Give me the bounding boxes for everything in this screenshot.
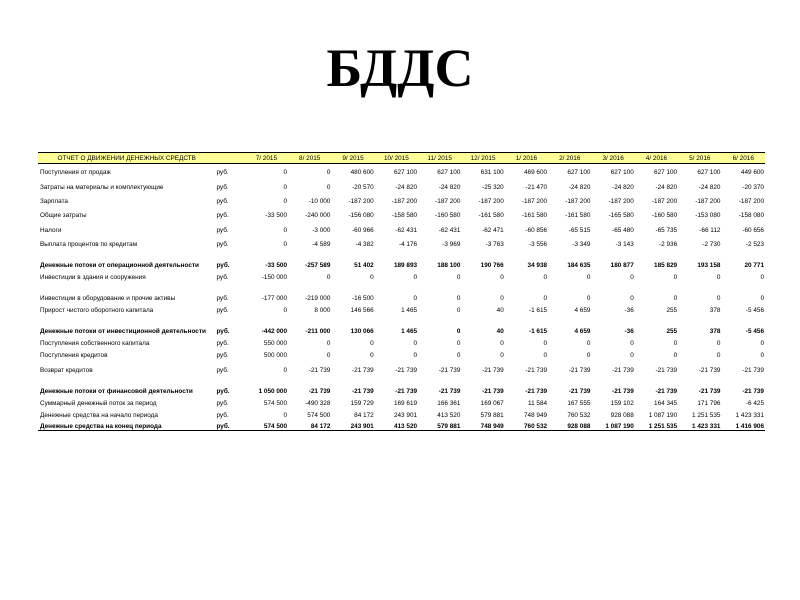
value-cell: 171 796 [697, 399, 721, 407]
value-cell: -60 856 [525, 226, 548, 234]
table-body [38, 164, 765, 431]
table-row [38, 269, 765, 281]
unit-cell: руб. [216, 339, 229, 347]
value-cell: -21 739 [698, 387, 721, 395]
row-label: Денежные средства на конец периода [38, 419, 215, 431]
row-label: Инвестиции в оборудование и прочие активы [40, 294, 176, 302]
value-cell: 0 [630, 351, 634, 359]
value-cell: -3 763 [485, 240, 504, 248]
row-label: Денежные потоки от операционной деятельности [40, 261, 199, 269]
row-label: Налоги [40, 226, 62, 234]
value-cell: -161 580 [478, 211, 504, 219]
value-cell: -21 739 [612, 387, 634, 395]
value-cell: 0 [543, 339, 548, 347]
value-cell: -62 431 [395, 226, 418, 234]
value-cell: -150 000 [261, 273, 288, 281]
value-cell: -187 200 [565, 197, 591, 205]
table-row [38, 234, 765, 248]
value-cell: 0 [586, 294, 591, 302]
value-cell: 167 555 [567, 399, 591, 407]
value-cell: -21 739 [352, 366, 374, 374]
value-cell: -187 200 [435, 197, 461, 205]
value-cell: 0 [500, 339, 504, 347]
table-row [38, 395, 765, 407]
table-row [38, 407, 765, 419]
value-cell: 193 158 [697, 261, 721, 269]
value-cell: -5 456 [745, 327, 764, 335]
value-cell: -24 820 [655, 183, 678, 191]
value-cell: -153 080 [695, 211, 721, 219]
row-label: Зарплата [40, 197, 68, 205]
value-cell: -161 580 [565, 211, 591, 219]
value-cell: -36 [624, 327, 634, 335]
value-cell: 760 532 [505, 419, 548, 431]
value-cell: 748 949 [523, 411, 548, 419]
value-cell: 574 500 [307, 411, 331, 419]
value-cell: 0 [370, 339, 374, 347]
value-cell: 0 [283, 226, 288, 234]
value-cell: -21 739 [655, 366, 678, 374]
value-cell: 1 465 [401, 327, 418, 335]
value-cell: 0 [760, 351, 764, 359]
value-cell: 1 087 190 [648, 411, 678, 419]
value-cell: -21 739 [352, 387, 374, 395]
value-cell: 164 345 [654, 399, 678, 407]
value-cell: -21 739 [742, 366, 764, 374]
value-cell: 0 [500, 294, 504, 302]
value-cell: 480 600 [350, 168, 374, 176]
value-cell: 0 [413, 294, 418, 302]
value-cell: -20 370 [742, 183, 764, 191]
row-label: Возврат кредитов [40, 366, 93, 374]
value-cell: 169 067 [480, 399, 504, 407]
unit-cell: руб. [216, 351, 229, 359]
value-cell: 928 088 [548, 419, 591, 431]
value-cell: -24 820 [698, 183, 721, 191]
value-cell: 1 251 535 [692, 411, 721, 419]
value-cell: 0 [543, 273, 548, 281]
value-cell: 20 771 [744, 261, 764, 269]
unit-cell: руб. [216, 168, 229, 176]
value-cell: 627 100 [697, 168, 721, 176]
value-cell: -3 556 [528, 240, 548, 248]
value-cell: -10 000 [308, 197, 331, 205]
row-label: Поступления собственного капитала [40, 339, 150, 347]
value-cell: -187 200 [695, 197, 721, 205]
value-cell: 0 [326, 339, 331, 347]
period-header: 3/ 2016 [591, 153, 634, 164]
value-cell: -21 739 [308, 387, 331, 395]
value-cell: 449 600 [740, 168, 764, 176]
unit-cell: руб. [216, 306, 229, 314]
value-cell: 579 881 [418, 419, 461, 431]
value-cell: 0 [283, 366, 288, 374]
value-cell: 928 088 [610, 411, 634, 419]
unit-cell: руб. [216, 197, 229, 205]
value-cell: -165 580 [608, 211, 634, 219]
value-cell: 8 000 [314, 306, 331, 314]
value-cell: -21 739 [568, 366, 591, 374]
value-cell: 0 [586, 273, 591, 281]
value-cell: -62 431 [438, 226, 461, 234]
value-cell: 0 [456, 294, 461, 302]
row-label: Суммарный денежный поток за период [40, 399, 157, 407]
value-cell: 378 [709, 327, 721, 335]
value-cell: 190 766 [480, 261, 504, 269]
value-cell: -3 143 [615, 240, 634, 248]
period-header: 6/ 2016 [721, 153, 765, 164]
value-cell: 255 [666, 306, 678, 314]
unit-cell: руб. [216, 273, 229, 281]
value-cell: 180 877 [610, 261, 634, 269]
value-cell: 1 251 535 [635, 419, 678, 431]
value-cell: -60 966 [352, 226, 374, 234]
value-cell: 0 [413, 351, 418, 359]
value-cell: 760 532 [567, 411, 591, 419]
value-cell: -24 820 [438, 183, 461, 191]
value-cell: 748 949 [461, 419, 504, 431]
value-cell: -211 000 [305, 327, 331, 335]
value-cell: -2 936 [659, 240, 678, 248]
value-cell: -24 820 [568, 183, 591, 191]
row-label: Инвестиции в здания и сооружения [40, 273, 146, 281]
table-row [38, 314, 765, 335]
value-cell: 627 100 [393, 168, 418, 176]
table-row [38, 374, 765, 395]
value-cell: -5 456 [745, 306, 764, 314]
value-cell: -156 080 [348, 211, 374, 219]
unit-cell: руб. [216, 366, 229, 374]
value-cell: 255 [666, 327, 678, 335]
value-cell: 0 [326, 351, 331, 359]
value-cell: -25 320 [482, 183, 504, 191]
value-cell: 11 584 [528, 399, 548, 407]
value-cell: 130 066 [350, 327, 374, 335]
unit-cell: руб. [216, 240, 229, 248]
value-cell: 0 [760, 339, 764, 347]
value-cell: 550 000 [263, 339, 288, 347]
value-cell: -158 080 [738, 211, 764, 219]
value-cell: -160 580 [435, 211, 461, 219]
value-cell: 631 100 [480, 168, 504, 176]
value-cell: 0 [673, 294, 678, 302]
value-cell: -2 730 [702, 240, 721, 248]
table-row [38, 419, 765, 431]
value-cell: 0 [716, 273, 721, 281]
value-cell: 4 659 [574, 327, 591, 335]
value-cell: -1 615 [528, 327, 548, 335]
value-cell: -16 500 [352, 294, 374, 302]
value-cell: -24 820 [395, 183, 418, 191]
period-header: 4/ 2016 [635, 153, 678, 164]
value-cell: 0 [283, 411, 288, 419]
value-cell: 0 [326, 168, 331, 176]
row-label: Общие затраты [40, 211, 87, 219]
value-cell: -21 739 [742, 387, 764, 395]
value-cell: 243 901 [393, 411, 418, 419]
row-label: Денежные средства на начало периода [40, 411, 158, 419]
value-cell: 1 416 906 [721, 419, 765, 431]
cash-flow-table [38, 152, 765, 431]
value-cell: -187 200 [478, 197, 504, 205]
value-cell: -36 [624, 306, 634, 314]
value-cell: -66 112 [699, 226, 721, 234]
period-header: 10/ 2015 [375, 153, 418, 164]
value-cell: -21 739 [655, 387, 678, 395]
unit-cell: руб. [216, 226, 229, 234]
value-cell: 574 500 [245, 419, 288, 431]
value-cell: 40 [496, 306, 504, 314]
value-cell: -3 000 [312, 226, 331, 234]
value-cell: 243 901 [331, 419, 374, 431]
value-cell: -4 382 [355, 240, 374, 248]
value-cell: 0 [760, 294, 764, 302]
unit-cell: руб. [216, 294, 229, 302]
value-cell: 84 172 [288, 419, 331, 431]
value-cell: 0 [673, 273, 678, 281]
value-cell: -177 000 [261, 294, 288, 302]
value-cell: -21 739 [525, 366, 548, 374]
value-cell: 469 600 [523, 168, 548, 176]
value-cell: -62 471 [482, 226, 504, 234]
value-cell: -6 425 [745, 399, 764, 407]
value-cell: 627 100 [610, 168, 634, 176]
row-label: Поступления от продаж [40, 168, 111, 176]
table-row [38, 191, 765, 205]
unit-cell: руб. [216, 411, 229, 419]
period-header: 12/ 2015 [461, 153, 504, 164]
value-cell: -219 000 [305, 294, 331, 302]
row-label: Поступления кредитов [40, 351, 108, 359]
value-cell: -21 470 [525, 183, 548, 191]
value-cell: 0 [760, 273, 764, 281]
table-row [38, 164, 765, 176]
unit-cell: руб. [215, 419, 244, 431]
value-cell: 34 938 [527, 261, 548, 269]
value-cell: -160 580 [651, 211, 678, 219]
value-cell: -33 500 [265, 261, 288, 269]
value-cell: 0 [586, 339, 591, 347]
period-header: 8/ 2015 [288, 153, 331, 164]
value-cell: -33 500 [265, 211, 288, 219]
row-label: Выплата процентов по кредитам [40, 240, 138, 248]
value-cell: -187 200 [608, 197, 634, 205]
value-cell: 0 [500, 351, 504, 359]
value-cell: 0 [630, 339, 634, 347]
value-cell: 84 172 [354, 411, 374, 419]
value-cell: 0 [326, 183, 331, 191]
value-cell: 0 [456, 327, 461, 335]
value-cell: -158 580 [391, 211, 418, 219]
table-row [38, 176, 765, 191]
period-header: 11/ 2015 [418, 153, 461, 164]
value-cell: -3 349 [572, 240, 591, 248]
value-cell: 500 000 [263, 351, 288, 359]
value-cell: 413 520 [437, 411, 461, 419]
value-cell: 0 [283, 197, 288, 205]
table-row [38, 281, 765, 302]
value-cell: -20 570 [352, 183, 374, 191]
value-cell: 4 659 [574, 306, 591, 314]
value-cell: 0 [326, 273, 331, 281]
period-header: 9/ 2015 [331, 153, 374, 164]
value-cell: 188 100 [437, 261, 461, 269]
value-cell: 0 [673, 339, 678, 347]
value-cell: 0 [370, 273, 374, 281]
table-row [38, 219, 765, 234]
value-cell: 1 465 [401, 306, 418, 314]
table-row [38, 205, 765, 219]
value-cell: 1 087 190 [591, 419, 634, 431]
value-cell: 0 [630, 294, 634, 302]
value-cell: -187 200 [391, 197, 418, 205]
value-cell: -21 739 [612, 366, 634, 374]
value-cell: -21 739 [482, 366, 504, 374]
value-cell: -21 739 [438, 387, 461, 395]
value-cell: 574 500 [263, 399, 288, 407]
value-cell: -21 739 [568, 387, 591, 395]
table-row [38, 347, 765, 359]
value-cell: -4 176 [398, 240, 418, 248]
value-cell: 378 [709, 306, 721, 314]
table-row [38, 335, 765, 347]
value-cell: 0 [716, 339, 721, 347]
table-row [38, 248, 765, 269]
value-cell: -187 200 [651, 197, 678, 205]
value-cell: 159 102 [610, 399, 634, 407]
value-cell: -65 515 [568, 226, 591, 234]
value-cell: 0 [413, 273, 418, 281]
value-cell: 0 [630, 273, 634, 281]
table-row [38, 302, 765, 314]
value-cell: 0 [456, 351, 461, 359]
value-cell: 0 [283, 240, 288, 248]
value-cell: -3 969 [442, 240, 461, 248]
value-cell: 0 [586, 351, 591, 359]
period-header: 5/ 2016 [678, 153, 721, 164]
period-header: 2/ 2016 [548, 153, 591, 164]
value-cell: 627 100 [654, 168, 678, 176]
value-cell: -490 328 [305, 399, 331, 407]
value-cell: 184 635 [567, 261, 591, 269]
value-cell: 0 [283, 306, 288, 314]
value-cell: 0 [456, 339, 461, 347]
table-row [38, 359, 765, 374]
value-cell: 579 881 [480, 411, 504, 419]
row-label: Денежные потоки от инвестиционной деятельности [40, 327, 206, 335]
value-cell: 627 100 [567, 168, 591, 176]
unit-cell: руб. [216, 211, 229, 219]
value-cell: -65 480 [612, 226, 634, 234]
value-cell: -21 739 [482, 387, 504, 395]
value-cell: 0 [283, 168, 288, 176]
value-cell: -21 739 [395, 387, 418, 395]
value-cell: 51 402 [354, 261, 374, 269]
value-cell: 0 [716, 351, 721, 359]
value-cell: 0 [456, 273, 461, 281]
unit-cell: руб. [216, 387, 230, 395]
value-cell: 0 [370, 351, 374, 359]
value-cell: -65 735 [655, 226, 678, 234]
value-cell: -187 200 [738, 197, 764, 205]
value-cell: 0 [673, 351, 678, 359]
value-cell: -21 739 [395, 366, 418, 374]
value-cell: 627 100 [437, 168, 461, 176]
unit-cell: руб. [216, 183, 229, 191]
value-cell: 0 [456, 306, 461, 314]
row-label: Прирост чистого оборотного капитала [40, 306, 154, 314]
value-cell: 1 423 331 [735, 411, 764, 419]
value-cell: 1 050 000 [258, 387, 288, 395]
value-cell: -187 200 [521, 197, 548, 205]
value-cell: 0 [543, 294, 548, 302]
value-cell: 40 [496, 327, 504, 335]
value-cell: -21 739 [525, 387, 548, 395]
value-cell: 0 [716, 294, 721, 302]
row-label: Денежные потоки от финансовой деятельности [40, 387, 193, 395]
value-cell: 0 [543, 351, 548, 359]
value-cell: -2 523 [745, 240, 764, 248]
value-cell: 0 [413, 339, 418, 347]
value-cell: 169 619 [393, 399, 418, 407]
value-cell: -240 000 [305, 211, 331, 219]
value-cell: 166 361 [437, 399, 461, 407]
value-cell: 185 829 [654, 261, 678, 269]
value-cell: 413 520 [375, 419, 418, 431]
value-cell: 146 566 [350, 306, 374, 314]
value-cell: -442 000 [261, 327, 288, 335]
value-cell: 189 893 [393, 261, 418, 269]
unit-header [215, 153, 244, 164]
value-cell: -161 580 [521, 211, 548, 219]
value-cell: -21 739 [698, 366, 721, 374]
value-cell: 1 423 331 [678, 419, 721, 431]
value-cell: -24 820 [612, 183, 634, 191]
unit-cell: руб. [216, 327, 230, 335]
period-header: 7/ 2015 [245, 153, 288, 164]
value-cell: -21 739 [438, 366, 461, 374]
value-cell: -1 615 [528, 306, 548, 314]
value-cell: -257 589 [305, 261, 331, 269]
slide-title: БДДС [326, 38, 474, 98]
value-cell: 0 [500, 273, 504, 281]
value-cell: 0 [283, 183, 288, 191]
row-label: Затраты на материалы и комплектующие [40, 183, 164, 191]
value-cell: 159 729 [350, 399, 374, 407]
header-label: ОТЧЕТ О ДВИЖЕНИИ ДЕНЕЖНЫХ СРЕДСТВ [38, 153, 215, 164]
value-cell: -60 656 [742, 226, 764, 234]
value-cell: -4 589 [312, 240, 331, 248]
value-cell: -21 739 [308, 366, 331, 374]
header-row [38, 153, 765, 164]
period-header: 1/ 2016 [505, 153, 548, 164]
value-cell: -187 200 [348, 197, 374, 205]
unit-cell: руб. [216, 261, 230, 269]
unit-cell: руб. [216, 399, 229, 407]
